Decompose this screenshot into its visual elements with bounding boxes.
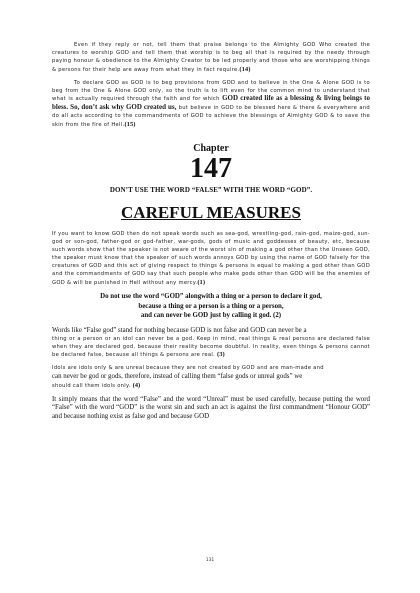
page-number: 131 <box>205 558 215 563</box>
paragraph-false-god-text: thing or a person or an idol can never be a god. Keep in mind, real things & real persons are declared false when they are declared god, because their reality become doubtful. In reality, even things & persons cannot be declared false, because all things & persons are real. <box>52 335 370 359</box>
paragraph-declare-god-bold-line: GOD created life as a blessing & living beings to bless. So, don’t ask why GOD created us, <box>52 94 370 112</box>
paragraph-declare-god-text-end: but believe in GOD to be blessed here & there & everywhere and do all acts according to the commandments of GOD to achieve the blessings of Almighty GOD & to save the skin from the fire of Hell. <box>52 105 370 129</box>
paragraph-declare-god-text: To declare GOD as GOD is to beg provisions from GOD and to believe in the One & Alone GOD is to beg from the One & Alone GOD only, so the truth is to lift even for the common mind to understand that what is actually required through the faith and for which <box>52 79 370 103</box>
footnote-ref-3: (3) <box>217 351 225 359</box>
paragraph-false-god <box>52 336 370 361</box>
paragraph-careful-measures-text: If you want to know GOD then do not speak words such as sea-god, wrestling-god, rain-god, maize-god, sun-god or son-god, father-god or god-father, war-gods, gods of music and goddesses of beauty, etc, because such words show that the speaker is not aware of the worst sin of making a god other than the Unseen GOD, the speaker must know that the speaker of such words annoys GOD by using the name of GOD falsely for the creatures of GOD and this act of giving respect to things & persons is equal to making a god other than GOD and the commandments of GOD say that such people who make gods other than GOD will be the enemies of GOD & will be punished in Hell without any mercy. <box>52 231 370 286</box>
paragraph-idols-lead: Idols are idols only & are unreal because they are not created by GOD and are man-made and <box>52 365 324 372</box>
paragraph-careful-usage: It simply means that the word “False” and the word “Unreal” must be used carefully, because putting the word “False” with the word “GOD” is the worst sin and such an act is against the first commandment “Honour GOD” and because nothing exist as false god and because GOD <box>52 395 370 420</box>
bold-statement-line-2: because a thing or a person is a thing or a person, <box>138 302 284 310</box>
paragraph-idols-middle: can never be god or gods, therefore, instead of calling them “false gods or unreal gods” we <box>52 373 303 381</box>
footnote-ref-4: (4) <box>132 381 141 389</box>
chapter-label: Chapter <box>193 143 229 155</box>
footnote-ref-1: (1) <box>197 278 206 286</box>
page-content <box>52 42 370 427</box>
bold-statement <box>52 292 370 320</box>
paragraph-intro <box>52 42 370 75</box>
bold-statement-line-3: and can never be GOD just by calling it god. (2) <box>140 311 282 319</box>
chapter-number: 147 <box>190 153 232 185</box>
bold-statement-line-1: Do not use the word “GOD” alongwith a thing or a person to declare it god, <box>100 293 322 301</box>
paragraph-idols-end <box>52 382 370 391</box>
paragraph-intro-text: Even if they reply or not, tell them that praise belongs to the Almighty GOD Who created the creatures to worship GOD and tell them that worship is to beg all that is required by the needy through paying honour & obedience to the Almighty Creator to be led properly and those who are worshipping things & persons for their help are away from what they in fact require. <box>52 42 370 73</box>
footnote-ref-14: (14) <box>239 65 251 73</box>
paragraph-careful-measures <box>52 231 370 287</box>
paragraph-idols-end-text: should call them idols only. <box>52 382 131 389</box>
paragraph-declare-god <box>52 80 370 130</box>
paragraph-false-god-lead: Words like “False god” stand for nothing because GOD is not false and GOD can never be a <box>52 327 307 335</box>
footnote-ref-15: (15) <box>124 121 136 129</box>
section-title: CAREFUL MEASURES <box>121 203 301 223</box>
chapter-subtitle: DON’T USE THE WORD “FALSE” WITH THE WORD “GOD”. <box>109 186 313 195</box>
